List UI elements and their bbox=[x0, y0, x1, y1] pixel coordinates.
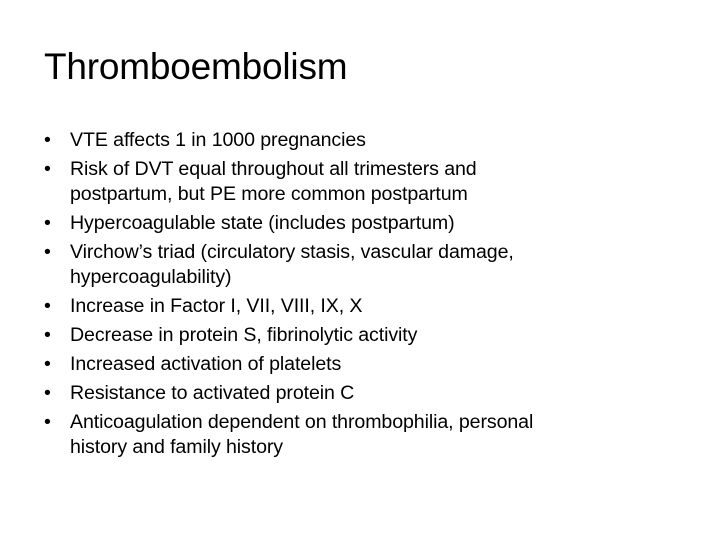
bullet-text: • Increase in Factor I, VII, VIII, IX, X bbox=[70, 295, 363, 317]
bullet-text: • Resistance to activated protein C bbox=[70, 382, 355, 404]
bullet-item-protein-c-resistance bbox=[44, 379, 654, 408]
bullet-item-dvt-risk bbox=[44, 155, 654, 209]
bullet-list bbox=[44, 126, 654, 462]
bullet-text: • Decrease in protein S, fibrinolytic activity bbox=[70, 324, 418, 346]
bullet-text: • Anticoagulation dependent on thrombophilia, personal bbox=[70, 411, 534, 433]
bullet-text: • Virchow’s triad (circulatory stasis, vascular damage, bbox=[70, 241, 514, 263]
bullet-text-continuation: hypercoagulability) bbox=[70, 266, 232, 288]
slide-title: Thromboembolism bbox=[44, 46, 348, 87]
bullet-item-virchow-triad bbox=[44, 238, 654, 292]
bullet-item-hypercoagulable-state bbox=[44, 209, 654, 238]
bullet-item-platelets bbox=[44, 350, 654, 379]
bullet-text-continuation: postpartum, but PE more common postpartum bbox=[70, 183, 468, 205]
bullet-item-vte-incidence bbox=[44, 126, 654, 155]
bullet-text: • VTE affects 1 in 1000 pregnancies bbox=[70, 129, 366, 151]
bullet-item-protein-s bbox=[44, 321, 654, 350]
bullet-item-clotting-factors bbox=[44, 292, 654, 321]
bullet-text: • Increased activation of platelets bbox=[70, 353, 342, 375]
bullet-text: • Risk of DVT equal throughout all trimesters and bbox=[70, 158, 477, 180]
bullet-text: • Hypercoagulable state (includes postpartum) bbox=[70, 212, 455, 234]
bullet-item-anticoagulation bbox=[44, 408, 654, 462]
bullet-text-continuation: history and family history bbox=[70, 436, 284, 458]
